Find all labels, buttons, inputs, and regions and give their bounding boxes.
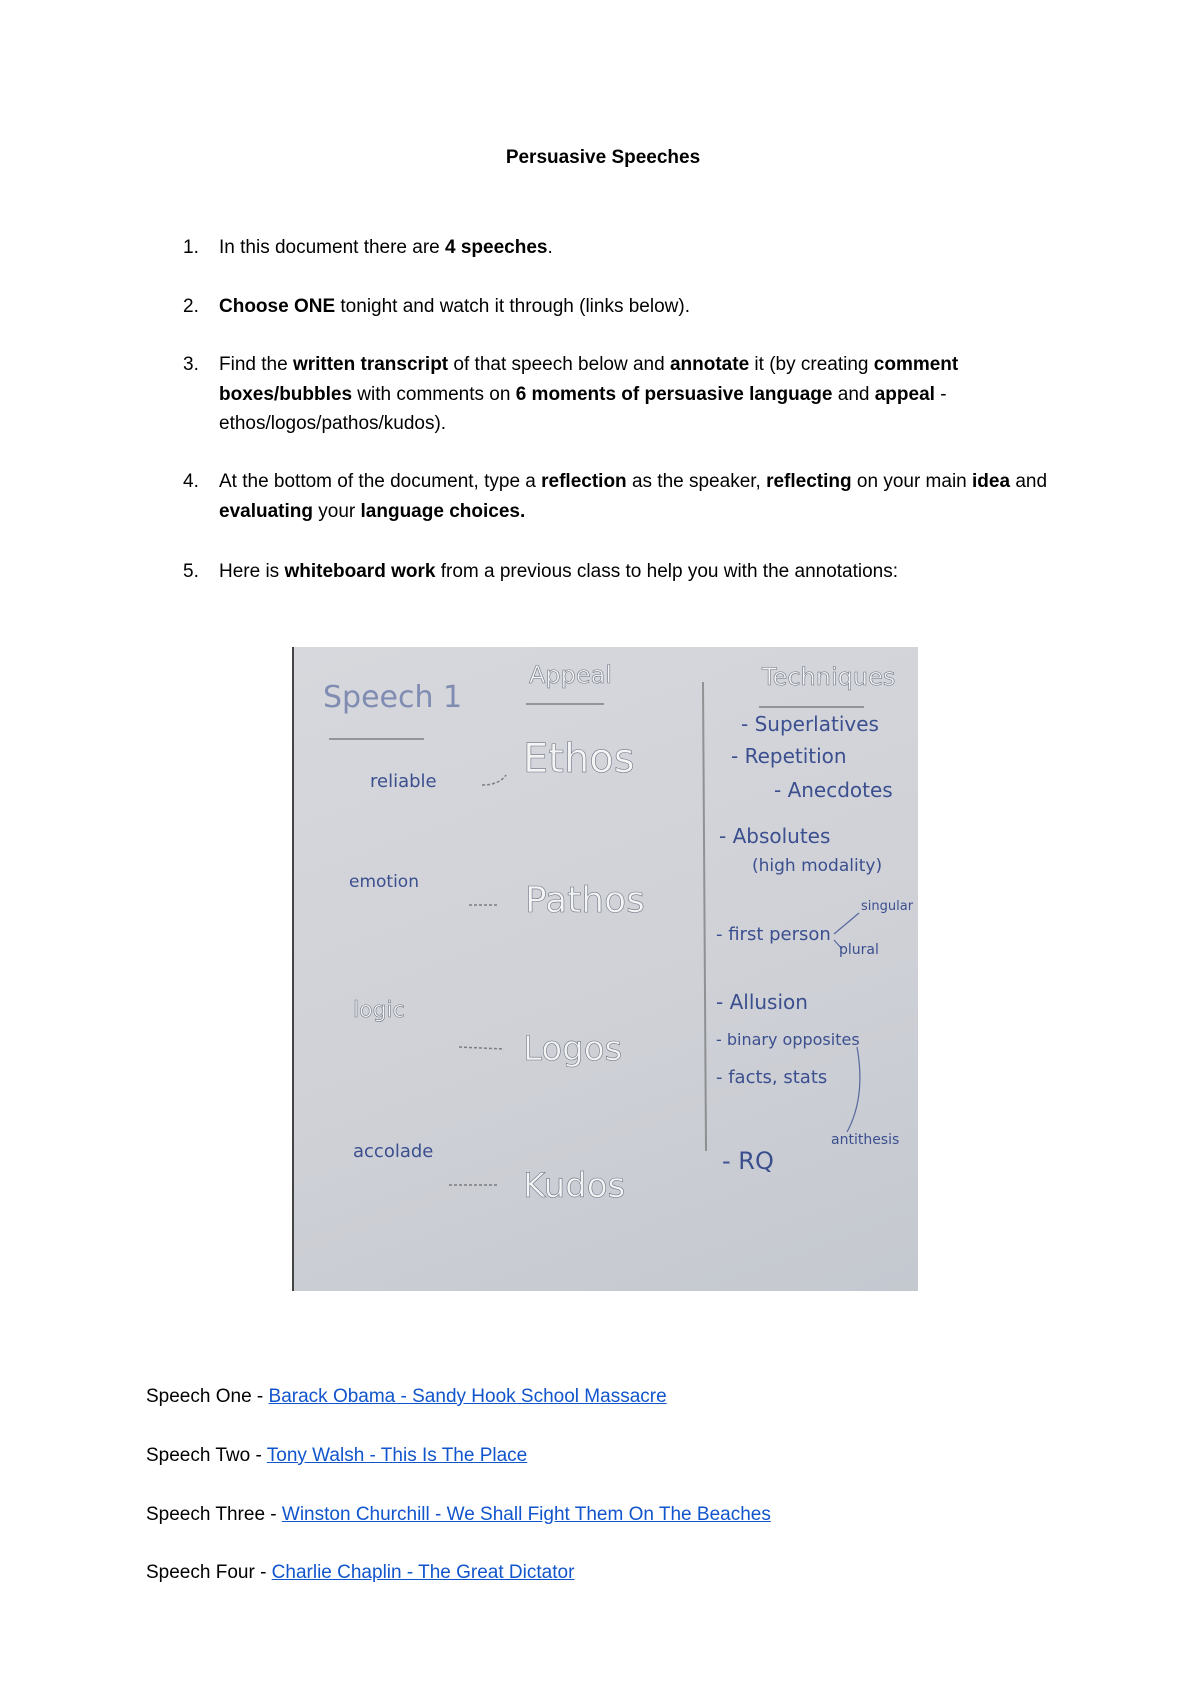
- bold-text: annotate: [669, 354, 750, 375]
- text: In this document there are: [219, 237, 446, 258]
- bold-text: reflecting: [766, 471, 852, 492]
- bold-text: 4 speeches: [445, 237, 548, 258]
- bold-text: evaluating: [219, 500, 313, 522]
- text: your: [312, 500, 361, 522]
- speech-one-link[interactable]: Barack Obama - Sandy Hook School Massacre: [268, 1386, 667, 1407]
- wb-technique: singular: [861, 899, 914, 914]
- bold-text: comment boxes/bubbles: [219, 354, 959, 405]
- list-number: 3.: [183, 354, 199, 375]
- wb-technique: - Absolutes: [719, 824, 831, 848]
- speech-two-link[interactable]: Tony Walsh - This Is The Place: [266, 1445, 528, 1466]
- text: from a previous class to help you with the annotations:: [435, 561, 899, 582]
- bold-text: idea: [972, 471, 1011, 492]
- wb-technique: - Allusion: [716, 990, 808, 1014]
- wb-logic: logic: [353, 998, 405, 1023]
- wb-technique: plural: [839, 942, 879, 958]
- bold-text: whiteboard work: [284, 561, 436, 582]
- wb-technique: - Repetition: [731, 744, 847, 768]
- wb-accolade: accolade: [353, 1141, 434, 1162]
- text: as the speaker,: [626, 471, 767, 492]
- speech-four: [146, 1562, 574, 1584]
- list-number: 1.: [183, 237, 199, 258]
- wb-technique: - Superlatives: [741, 712, 879, 736]
- wb-kudos: Kudos: [523, 1166, 626, 1206]
- instruction-1: [183, 233, 1063, 263]
- wb-technique: - first person: [716, 924, 831, 945]
- instruction-3: [183, 350, 1063, 439]
- text: and: [832, 383, 875, 405]
- speech-label: Speech Two -: [146, 1445, 267, 1466]
- text: Here is: [219, 561, 285, 582]
- wb-appeal-heading: Appeal: [529, 661, 613, 689]
- wb-technique: - facts, stats: [716, 1067, 828, 1088]
- text: of that speech below and: [448, 354, 670, 375]
- bold-text: written transcript: [292, 354, 449, 375]
- text: .: [547, 237, 553, 258]
- page-title: Persuasive Speeches: [505, 147, 701, 168]
- bold-text: 6 moments of persuasive language: [515, 383, 833, 405]
- speech-three-link[interactable]: Winston Churchill - We Shall Fight Them On The Beaches: [281, 1504, 771, 1525]
- wb-techniques-heading: Techniques: [762, 663, 896, 691]
- speech-one: [146, 1386, 667, 1408]
- wb-emotion: emotion: [349, 872, 419, 892]
- text: and: [1010, 471, 1048, 492]
- bold-text: language choices.: [360, 500, 526, 522]
- wb-technique: - Anecdotes: [774, 778, 893, 802]
- whiteboard-photo: [292, 647, 918, 1291]
- instruction-5: [183, 557, 1063, 587]
- speech-label: Speech Three -: [146, 1504, 282, 1525]
- text: it (by creating: [749, 354, 874, 375]
- wb-logos: Logos: [523, 1029, 623, 1069]
- wb-pathos: Pathos: [525, 880, 645, 921]
- text: Find the: [219, 354, 293, 375]
- text: with comments on: [352, 383, 516, 405]
- wb-technique: - RQ: [722, 1147, 774, 1175]
- list-number: 2.: [183, 296, 199, 317]
- text: - ethos/logos/pathos/kudos).: [219, 383, 947, 434]
- text: At the bottom of the document, type a: [219, 471, 542, 492]
- list-number: 4.: [183, 471, 199, 492]
- bold-text: appeal: [874, 383, 935, 405]
- wb-speech-heading: Speech 1: [323, 680, 463, 715]
- bold-text: Choose ONE: [219, 296, 336, 317]
- list-number: 5.: [183, 561, 199, 582]
- text: on your main: [851, 471, 973, 492]
- instruction-2: [183, 292, 1063, 322]
- speech-four-link[interactable]: Charlie Chaplin - The Great Dictator: [271, 1562, 575, 1583]
- wb-ethos: Ethos: [523, 736, 635, 782]
- wb-technique: (high modality): [752, 856, 883, 876]
- wb-technique: - binary opposites: [716, 1030, 860, 1049]
- speech-three: [146, 1504, 771, 1526]
- speech-two: [146, 1445, 527, 1467]
- wb-reliable: reliable: [370, 771, 437, 792]
- speech-label: Speech One -: [146, 1386, 269, 1407]
- text: tonight and watch it through (links below).: [335, 296, 690, 317]
- wb-technique: antithesis: [831, 1132, 900, 1148]
- speech-label: Speech Four -: [146, 1562, 272, 1583]
- bold-text: reflection: [541, 471, 627, 492]
- instruction-4: [183, 467, 1063, 526]
